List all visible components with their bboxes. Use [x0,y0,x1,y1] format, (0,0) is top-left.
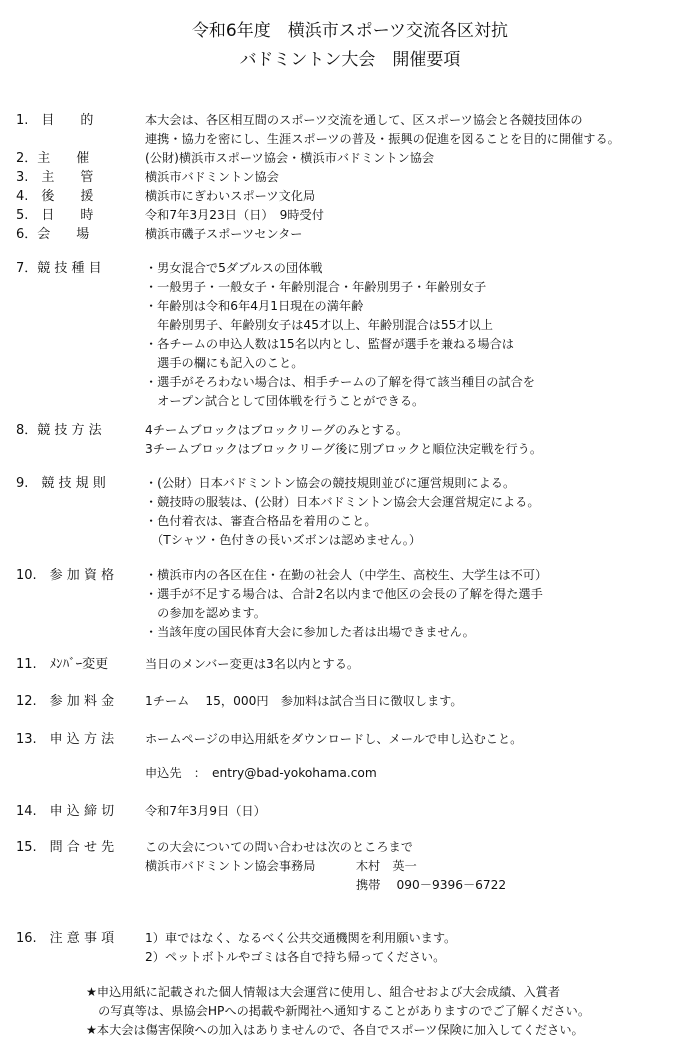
section-text: ・当該年度の国民体育大会に参加した者は出場できません。 [145,625,475,639]
contact-phone: 携帯 090－9396－6722 [145,878,507,892]
note-line: ★申込用紙に記載された個人情報は大会運営に使用し、組合せおよび大会成績、入賞者 [86,985,561,999]
section-text: ・各チームの申込人数は15名以内とし、監督が選手を兼ねる場合は [145,337,514,351]
section-text: ・男女混合で5ダブルスの団体戦 [145,261,323,275]
section-number: 13. 申 込 方 法 [16,732,115,747]
section-text: 令和7年3月23日（日） 9時受付 [145,208,324,222]
section-number: 9. 競 技 規 則 [16,476,106,491]
section-number: 7．競 技 種 目 [16,261,102,276]
section-text: 2）ペットボトルやゴミは各自で持ち帰ってください。 [145,950,446,964]
section-number: 2．主 催 [16,151,90,166]
section-text: （Tシャツ・色付きの長いズボンは認めません。） [145,533,422,547]
section-text: ・競技時の服装は、(公財）日本バドミントン協会大会運営規定による。 [145,495,540,509]
section-text: 3チームブロックはブロックリーグ後に別ブロックと順位決定戦を行う。 [145,442,543,456]
section-text: ・(公財）日本バドミントン協会の競技規則並びに運営規則による。 [145,476,516,490]
section-number: 16. 注 意 事 項 [16,931,115,946]
page-subtitle: バドミントン大会 開催要項 [239,50,461,70]
section-text: 年齢別男子、年齢別女子は45才以上、年齢別混合は55才以上 [145,318,493,332]
section-text: 横浜市磯子スポーツセンター [145,227,303,241]
section-text: 1チーム 15，000円 参加料は試合当日に徴収します。 [145,694,463,708]
section-text: ・横浜市内の各区在住・在勤の社会人（中学生、高校生、大学生は不可） [145,568,548,582]
section-number: 3. 主 管 [16,170,94,185]
section-text: 4チームブロックはブロックリーグのみとする。 [145,423,409,437]
section-number: 10. 参 加 資 格 [16,568,115,583]
section-number: 14. 申 込 締 切 [16,804,115,819]
section-text: ・選手が不足する場合は、合計2名以内まで他区の会長の了解を得た選手 [145,587,543,601]
section-text: ・一般男子・一般女子・年齢別混合・年齢別男子・年齢別女子 [145,280,487,294]
section-text: (公財)横浜市スポーツ協会・横浜市バドミントン協会 [145,151,435,165]
section-number: 8．競 技 方 法 [16,423,102,438]
section-text: 本大会は、各区相互間のスポーツ交流を通して、区スポーツ協会と各競技団体の [145,113,583,127]
section-text: ・色付着衣は、審査合格品を着用のこと。 [145,514,377,528]
section-number: 4. 後 援 [16,189,94,204]
footer-notes [86,983,686,1040]
section-number: 5. 日 時 [16,208,94,223]
section-number: 11. ﾒﾝﾊﾞｰ変更 [16,657,109,672]
section-text: オープン試合として団体戦を行うことができる。 [145,394,425,408]
section-text: 連携・協力を密にし、生涯スポーツの普及・振興の促進を図ることを目的に開催する。 [145,132,620,146]
note-line: ★本大会は傷害保険への加入はありませんので、各自でスポーツ保険に加入してください。 [86,1023,584,1037]
section-text: 横浜市にぎわいスポーツ文化局 [145,189,316,203]
page-title: 令和6年度 横浜市スポーツ交流各区対抗 [191,21,509,41]
section-text: 当日のメンバー変更は3名以内とする。 [145,657,360,671]
section-text: 横浜市バドミントン協会事務局 木村 英一 [145,859,417,873]
application-email: 申込先 ： entry@bad-yokohama.com [145,766,377,780]
section-text: 横浜市バドミントン協会 [145,170,279,184]
section-text: 選手の欄にも記入のこと。 [145,356,304,370]
section-text: ・年齢別は令和6年4月1日現在の満年齢 [145,299,364,313]
section-number: 1. 目 的 [16,113,94,128]
section-number: 6．会 場 [16,227,90,242]
section-number: 12. 参 加 料 金 [16,694,115,709]
section-text: 令和7年3月9日（日） [145,804,266,818]
section-text: 1）車ではなく、なるべく公共交通機関を利用願います。 [145,931,457,945]
section-text: ・選手がそろわない場合は、相手チームの了解を得て該当種目の試合を [145,375,535,389]
section-text: この大会についての問い合わせは次のところまで [145,840,413,854]
note-line: の写真等は、県協会HPへの掲載や新聞社へ通知することがありますのでご了解ください。 [86,1004,591,1018]
section-number: 15. 問 合 せ 先 [16,840,115,855]
section-text: ホームページの申込用紙をダウンロードし、メールで申し込むこと。 [145,732,523,746]
section-text: の参加を認めます。 [145,606,266,620]
